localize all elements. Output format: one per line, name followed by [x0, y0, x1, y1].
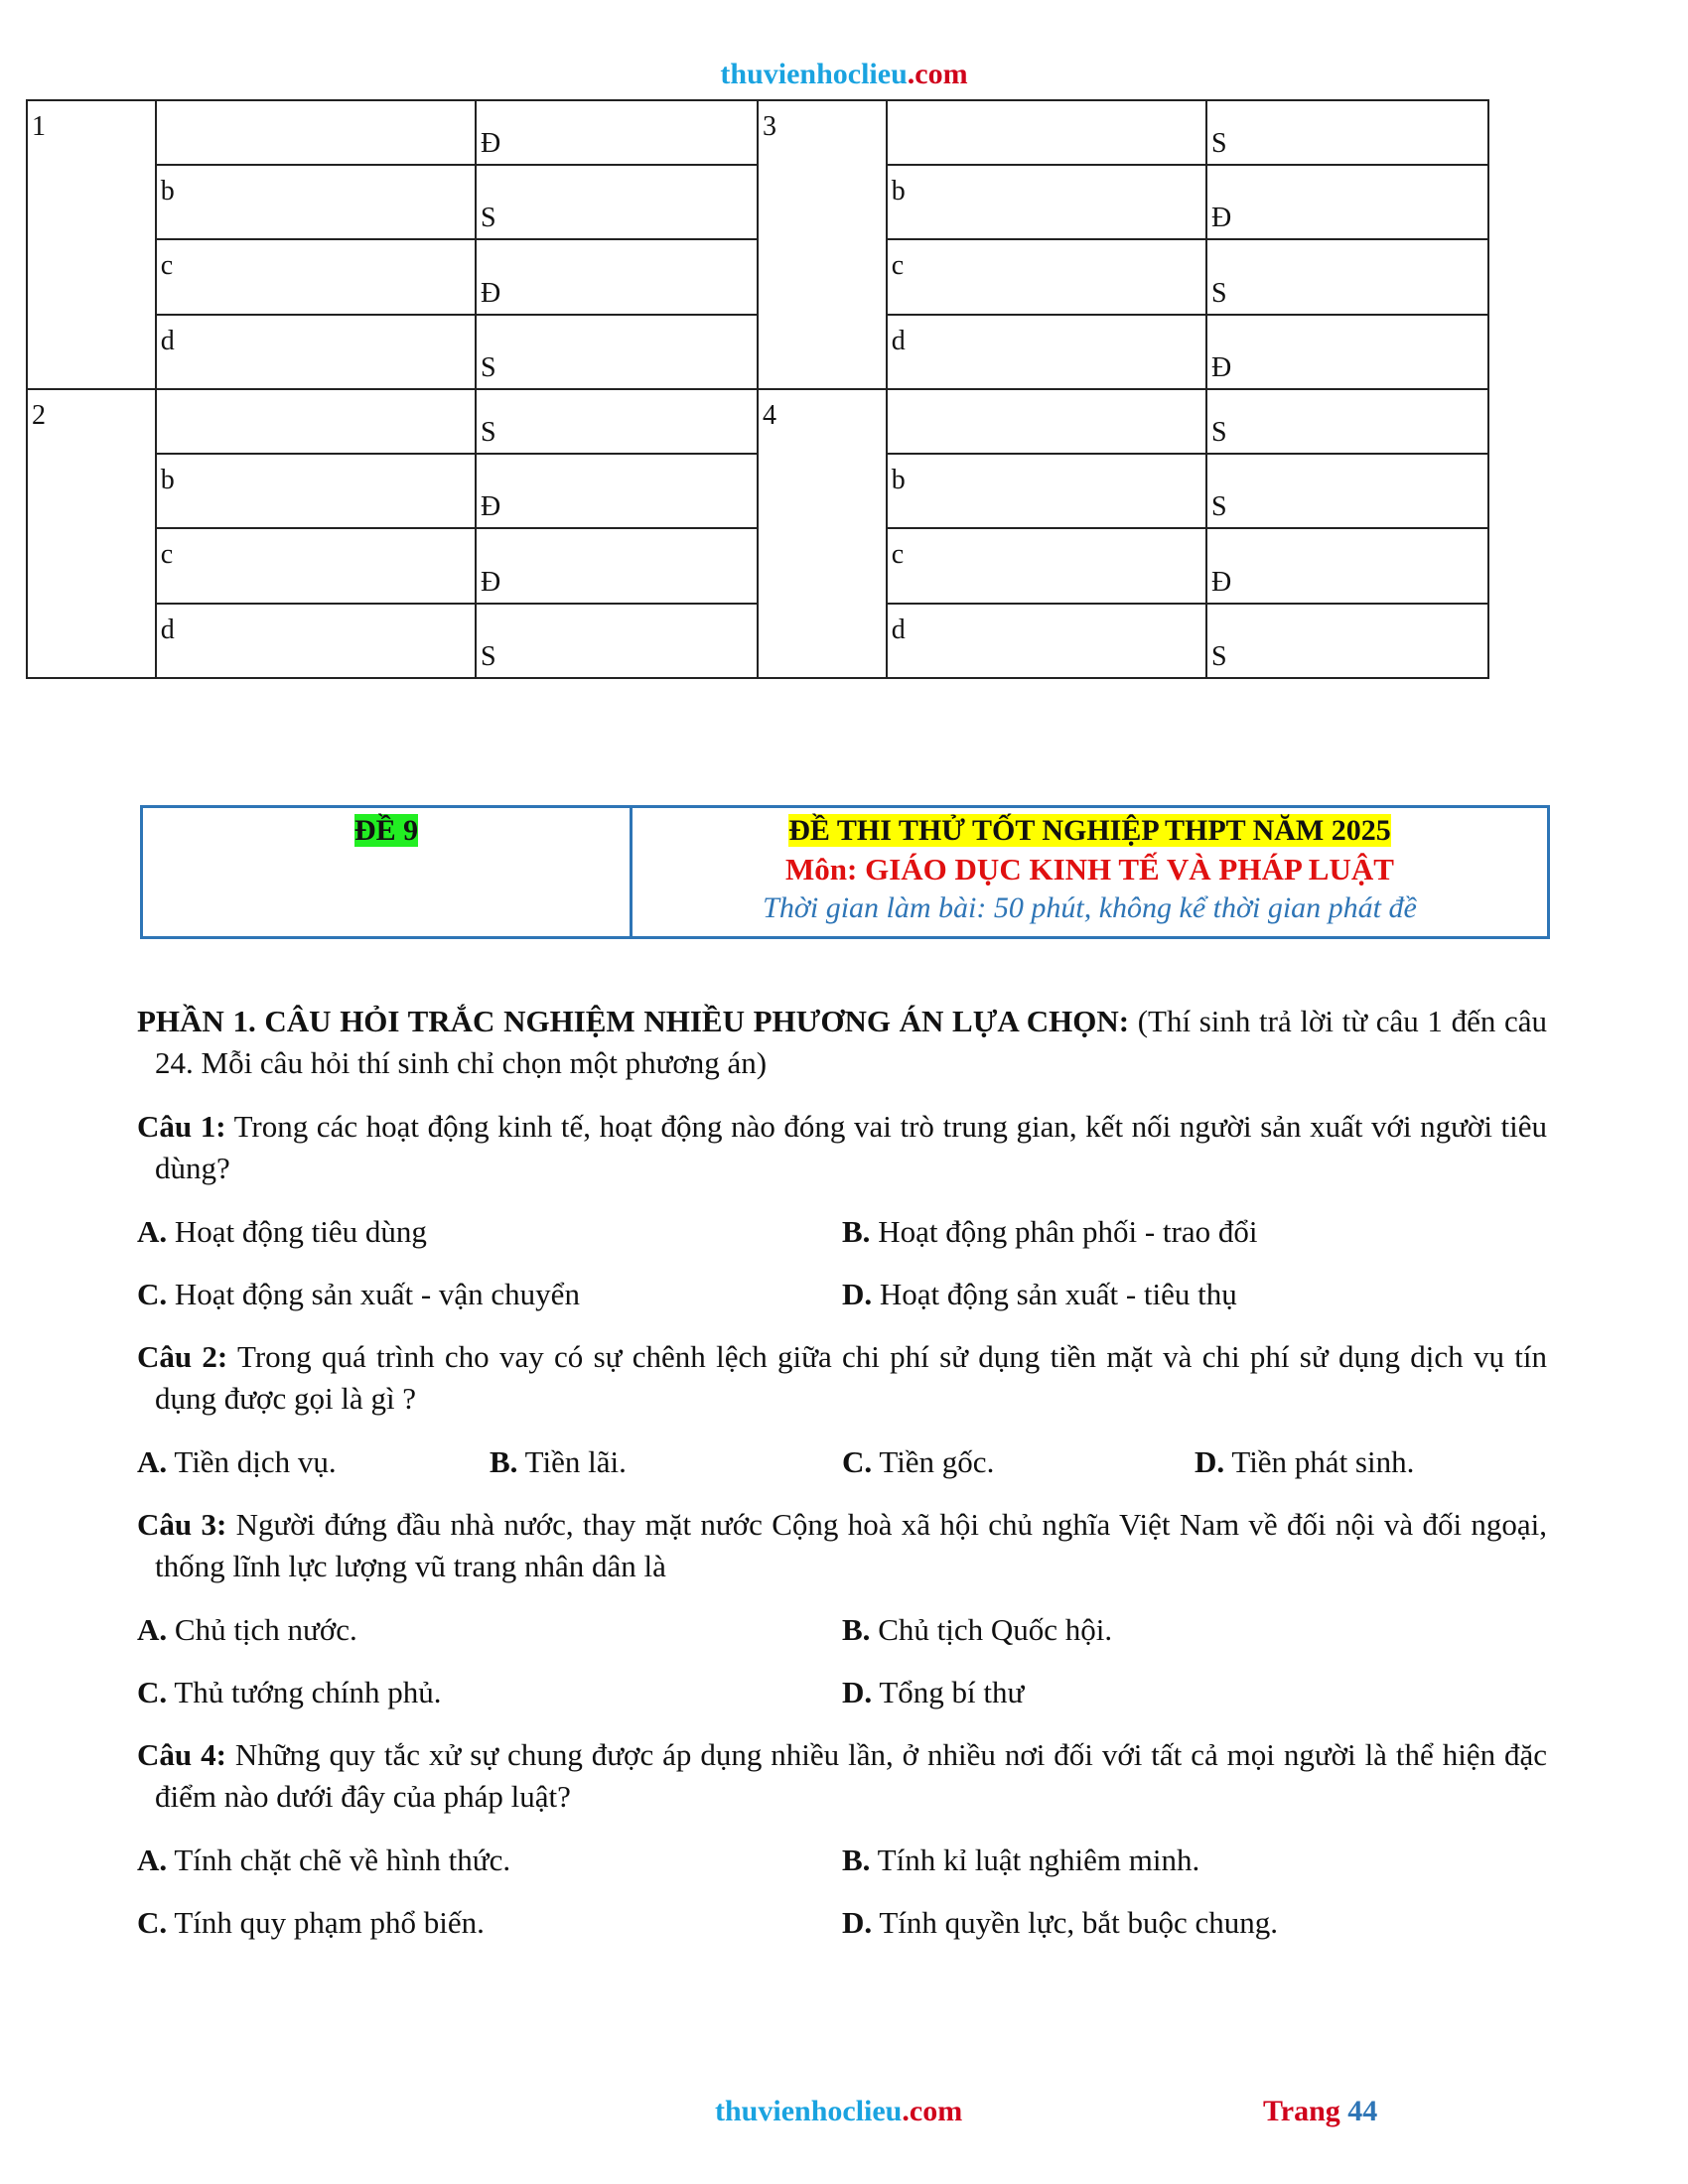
answer-option: [137, 1274, 842, 1336]
page-header: [0, 58, 1688, 91]
answer-option: [1195, 1441, 1547, 1504]
exam-code-cell: [143, 808, 633, 936]
sub-item-cell: b: [887, 454, 1206, 528]
answer-option: [490, 1441, 842, 1504]
part1-title: PHẦN 1. CÂU HỎI TRẮC NGHIỆM NHIỀU PHƯƠNG ÁN LỰA CHỌN:: [137, 1004, 1130, 1038]
sub-item-cell: b: [156, 454, 476, 528]
answer-option: [842, 1609, 1547, 1672]
answer-value-cell: S: [476, 604, 758, 678]
exam-title: ĐỀ THI THỬ TỐT NGHIỆP THPT NĂM 2025: [788, 814, 1391, 847]
option-letter: B.: [490, 1444, 518, 1479]
option-letter: B.: [842, 1612, 871, 1647]
question-label: Câu 3:: [137, 1507, 227, 1542]
question-list: [137, 1106, 1547, 1965]
answer-option: [842, 1902, 1547, 1965]
option-text: Tổng bí thư: [879, 1675, 1025, 1709]
option-text: Tiền phát sinh.: [1231, 1444, 1415, 1479]
sub-item-cell: [156, 389, 476, 454]
answer-value-cell: S: [1206, 239, 1488, 314]
question-text: Trong các hoạt động kinh tế, hoạt động nào đóng vai trò trung gian, kết nối người sản xuất với người tiêu dùng?: [155, 1109, 1547, 1185]
answer-value-cell: S: [1206, 604, 1488, 678]
sub-item-cell: d: [887, 315, 1206, 389]
option-text: Tiền dịch vụ.: [174, 1444, 337, 1479]
answer-row: [27, 389, 1488, 454]
answer-value-cell: S: [1206, 454, 1488, 528]
page-label: Trang: [1263, 2095, 1348, 2127]
answer-option: [842, 1211, 1547, 1274]
option-letter: D.: [842, 1905, 873, 1940]
option-letter: A.: [137, 1843, 168, 1877]
option-text: Tiền gốc.: [879, 1444, 995, 1479]
question-label: Câu 4:: [137, 1737, 226, 1772]
option-text: Chủ tịch nước.: [174, 1612, 357, 1647]
answer-option: [842, 1840, 1547, 1902]
answer-value-cell: Đ: [1206, 165, 1488, 239]
sub-item-cell: c: [887, 239, 1206, 314]
answer-option: [137, 1902, 842, 1965]
option-letter: B.: [842, 1214, 871, 1249]
sub-item-cell: d: [887, 604, 1206, 678]
page-number-value: 44: [1347, 2095, 1378, 2127]
option-letter: D.: [842, 1277, 873, 1311]
question-number-cell: 2: [27, 389, 156, 678]
option-text: Tiền lãi.: [524, 1444, 627, 1479]
option-text: Tính chặt chẽ về hình thức.: [174, 1843, 511, 1877]
sub-item-cell: b: [156, 165, 476, 239]
option-letter: C.: [842, 1444, 873, 1479]
sub-item-cell: d: [156, 604, 476, 678]
answer-table: [26, 99, 1489, 679]
option-text: Thủ tướng chính phủ.: [174, 1675, 442, 1709]
answer-option: [842, 1441, 1195, 1504]
answer-option: [137, 1672, 842, 1734]
option-letter: C.: [137, 1905, 168, 1940]
sub-item-cell: [887, 389, 1206, 454]
option-list: [137, 1609, 1547, 1734]
answer-option: [137, 1840, 842, 1902]
sub-item-cell: b: [887, 165, 1206, 239]
exam-time: Thời gian làm bài: 50 phút, không kể thời gian phát đề: [763, 891, 1417, 924]
option-text: Tính quy phạm phổ biến.: [174, 1905, 485, 1940]
option-list: [137, 1840, 1547, 1965]
answer-value-cell: S: [1206, 389, 1488, 454]
question-stem: [137, 1504, 1547, 1587]
answer-option: [842, 1274, 1547, 1336]
footer-site: [715, 2095, 962, 2128]
option-letter: A.: [137, 1214, 168, 1249]
question-stem: [137, 1106, 1547, 1189]
option-list: [137, 1211, 1547, 1336]
answer-option: [842, 1672, 1547, 1734]
option-letter: A.: [137, 1612, 168, 1647]
question-text: Những quy tắc xử sự chung được áp dụng nhiều lần, ở nhiều nơi đối với tất cả mọi người là thể hiện đặc điểm nào dưới đây của pháp luật?: [155, 1737, 1548, 1814]
option-letter: B.: [842, 1843, 871, 1877]
exam-subject: Môn: GIÁO DỤC KINH TẾ VÀ PHÁP LUẬT: [785, 852, 1394, 887]
answer-value-cell: Đ: [476, 100, 758, 165]
answer-value-cell: S: [476, 389, 758, 454]
option-letter: C.: [137, 1277, 168, 1311]
option-text: Chủ tịch Quốc hội.: [878, 1612, 1113, 1647]
part1-heading: [137, 1001, 1547, 1084]
sub-item-cell: [887, 100, 1206, 165]
option-text: Hoạt động tiêu dùng: [174, 1214, 427, 1249]
sub-item-cell: c: [156, 528, 476, 603]
question-label: Câu 1:: [137, 1109, 226, 1144]
exam-info-cell: [633, 808, 1547, 936]
option-letter: D.: [842, 1675, 873, 1709]
answer-value-cell: Đ: [1206, 315, 1488, 389]
question-text: Người đứng đầu nhà nước, thay mặt nước Cộng hoà xã hội chủ nghĩa Việt Nam về đối nội và đối ngoại, thống lĩnh lực lượng vũ trang nhân dân là: [155, 1507, 1548, 1583]
option-text: Tính quyền lực, bắt buộc chung.: [879, 1905, 1278, 1940]
answer-value-cell: S: [476, 165, 758, 239]
option-list: [137, 1441, 1547, 1504]
answer-option: [137, 1609, 842, 1672]
sub-item-cell: c: [156, 239, 476, 314]
exam-header-box: [140, 805, 1550, 939]
question-text: Trong quá trình cho vay có sự chênh lệch giữa chi phí sử dụng tiền mặt và chi phí sử dụng dịch vụ tín dụng được gọi là gì ?: [155, 1339, 1547, 1416]
option-letter: D.: [1195, 1444, 1225, 1479]
page-number: [1263, 2095, 1377, 2128]
question-label: Câu 2:: [137, 1339, 228, 1374]
answer-value-cell: Đ: [476, 454, 758, 528]
exam-content: [137, 1001, 1547, 1965]
footer-site-domain: .com: [902, 2095, 963, 2127]
sub-item-cell: c: [887, 528, 1206, 603]
question-number-cell: 4: [758, 389, 887, 678]
answer-option: [137, 1441, 490, 1504]
answer-row: [27, 100, 1488, 165]
sub-item-cell: [156, 100, 476, 165]
option-letter: C.: [137, 1675, 168, 1709]
question-number-cell: 3: [758, 100, 887, 389]
option-text: Tính kỉ luật nghiêm minh.: [877, 1843, 1200, 1877]
question-stem: [137, 1336, 1547, 1420]
option-text: Hoạt động sản xuất - vận chuyển: [174, 1277, 580, 1311]
question-stem: [137, 1734, 1547, 1818]
answer-value-cell: Đ: [1206, 528, 1488, 603]
question-number-cell: 1: [27, 100, 156, 389]
answer-value-cell: S: [1206, 100, 1488, 165]
exam-code: ĐỀ 9: [353, 814, 419, 847]
header-site-name: thuvienhoclieu: [720, 58, 908, 90]
footer-site-name: thuvienhoclieu: [715, 2095, 903, 2127]
answer-value-cell: Đ: [476, 239, 758, 314]
option-letter: A.: [137, 1444, 168, 1479]
sub-item-cell: d: [156, 315, 476, 389]
option-text: Hoạt động sản xuất - tiêu thụ: [879, 1277, 1237, 1311]
option-text: Hoạt động phân phối - trao đổi: [878, 1214, 1258, 1249]
answer-value-cell: Đ: [476, 528, 758, 603]
answer-value-cell: S: [476, 315, 758, 389]
part1-instruction: (Thí sinh trả lời từ câu 1 đến câu 24. Mỗi câu hỏi thí sinh chỉ chọn một phương án): [155, 1004, 1548, 1080]
header-site-domain: .com: [907, 58, 968, 90]
answer-option: [137, 1211, 842, 1274]
